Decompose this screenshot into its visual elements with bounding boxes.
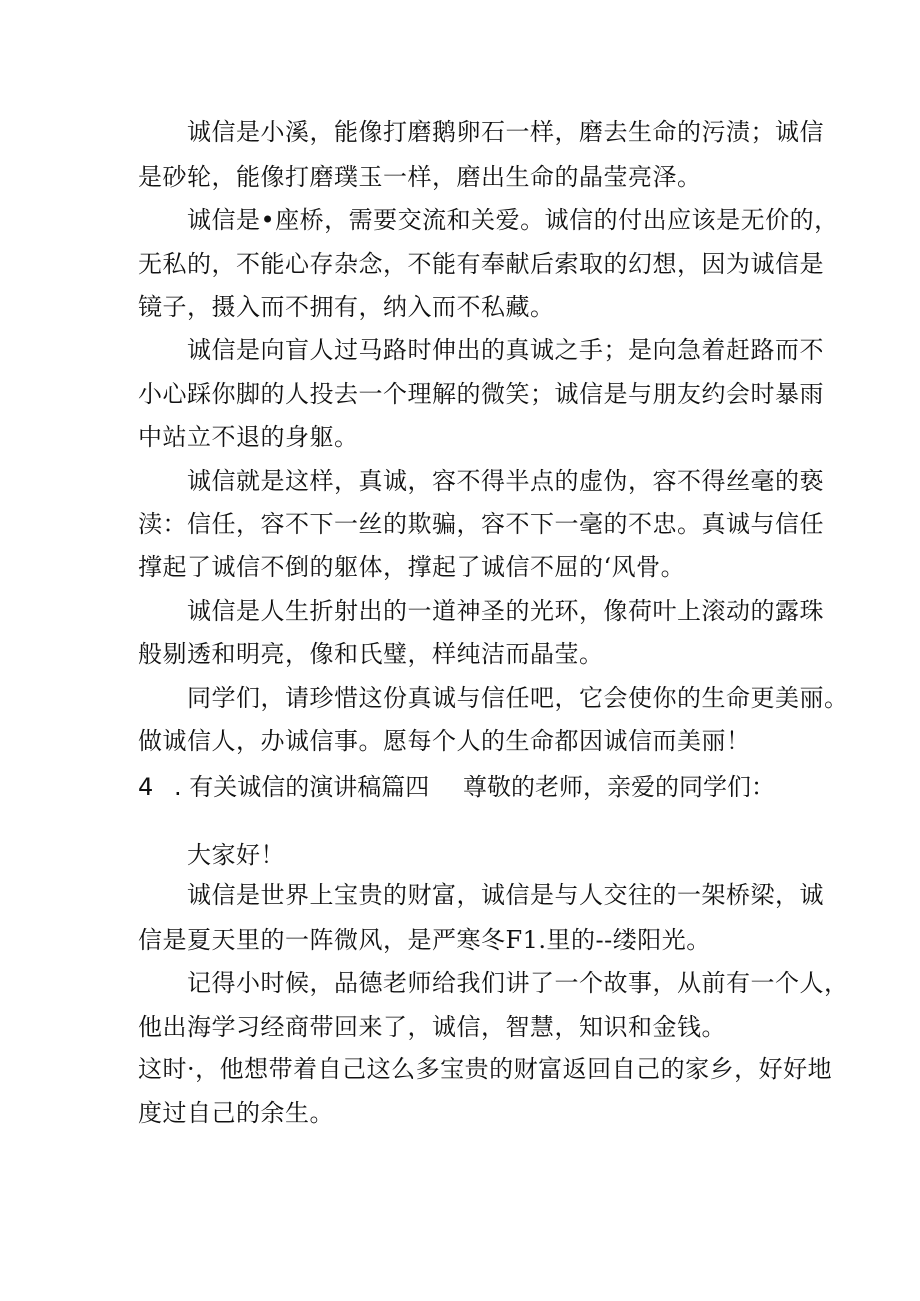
paragraph-2-line-1: 诚信是•座桥，需要交流和关爱。诚信的付出应该是无价的，	[187, 206, 839, 234]
paragraph-5-line-2: 般剔透和明亮，像和氏璧，样纯洁而晶莹。	[138, 640, 604, 668]
paragraph-1-line-1: 诚信是小溪，能像打磨鹅卵石一样，磨去生命的污渍；诚信	[187, 118, 824, 146]
paragraph-3-line-2: 小心踩你脚的人投去一个理解的微笑；诚信是与朋友约会时暴雨	[138, 380, 824, 408]
paragraph-5-line-1: 诚信是人生折射出的一道神圣的光环，像荷叶上滚动的露珠	[187, 597, 824, 625]
paragraph-1-line-2: 是砂轮，能像打磨璞玉一样，磨出生命的晶莹亮泽。	[138, 163, 702, 191]
paragraph-7-line-1: 诚信是世界上宝贵的财富，诚信是与人交往的一架桥梁，诚	[187, 881, 824, 909]
paragraph-9-line-1: 这时·，他想带着自己这么多宝贵的财富返回自己的家乡，好好地	[138, 1055, 833, 1083]
section-number: 4	[138, 773, 154, 801]
paragraph-2-line-2: 无私的，不能心存杂念，不能有奉献后索取的幻想，因为诚信是	[138, 250, 824, 278]
section-title: . 有关诚信的演讲稿篇四	[174, 773, 430, 801]
paragraph-8-line-2: 他出海学习经商带回来了，诚信，智慧，知识和金钱。	[138, 1013, 726, 1041]
paragraph-4-line-2: 渎：信任，容不下一丝的欺骗，容不下一毫的不忠。真诚与信任	[138, 510, 824, 538]
salutation: 尊敬的老师，亲爱的同学们：	[463, 773, 775, 801]
paragraph-8-line-1: 记得小时候，品德老师给我们讲了一个故事，从前有一个人，	[187, 969, 849, 997]
paragraph-7-line-2: 信是夏天里的一阵微风，是严寒冬F1.里的--缕阳光。	[138, 926, 711, 954]
paragraph-2-line-3: 镜子，摄入而不拥有，纳入而不私藏。	[138, 293, 555, 321]
paragraph-3-line-3: 中站立不退的身躯。	[138, 423, 359, 451]
paragraph-9-line-2: 度过自己的余生。	[138, 1099, 334, 1127]
paragraph-6-line-1: 同学们，请珍惜这份真诚与信任吧，它会使你的生命更美丽。	[187, 684, 849, 712]
paragraph-3-line-1: 诚信是向盲人过马路时伸出的真诚之手；是向急着赶路而不	[187, 336, 824, 364]
paragraph-4-line-3: 撑起了诚信不倒的躯体，撑起了诚信不屈的‘风骨。	[138, 553, 686, 581]
paragraph-6-line-2: 做诚信人，办诚信事。愿每个人的生命都因诚信而美丽！	[138, 727, 751, 755]
paragraph-4-line-1: 诚信就是这样，真诚，容不得半点的虚伪，容不得丝毫的亵	[187, 467, 824, 495]
greeting: 大家好！	[187, 841, 285, 869]
section-heading	[138, 772, 775, 802]
